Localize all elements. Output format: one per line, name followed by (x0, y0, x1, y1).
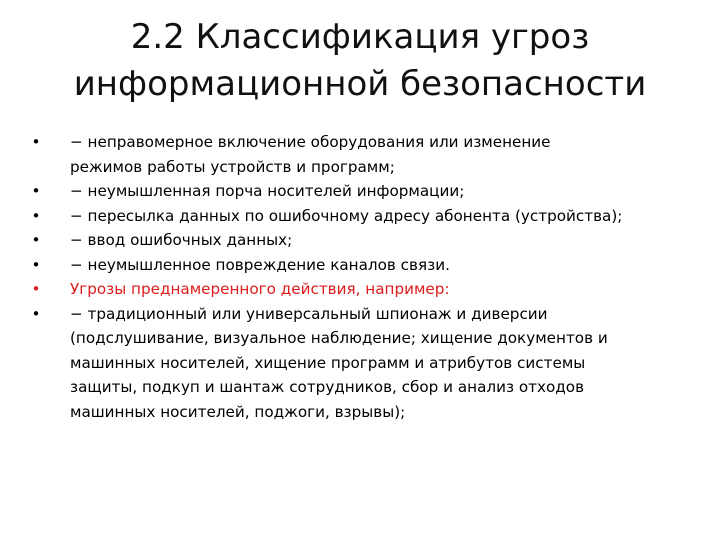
bullet-line: машинных носителей, поджоги, взрывы); (70, 402, 406, 421)
bullet-text (70, 253, 700, 278)
bullet-line: защиты, подкуп и шантаж сотрудников, сбор и анализ отходов (70, 378, 585, 396)
bullet-item-highlighted (20, 277, 700, 302)
bullet-text (70, 228, 700, 253)
bullet-line: − неумышленное повреждение каналов связи. (70, 255, 450, 274)
bullet-text (70, 277, 700, 302)
bullet-item (20, 253, 700, 278)
bullet-text (70, 130, 700, 179)
slide-title-line-2: информационной безопасности (73, 64, 647, 104)
bullet-line: − неумышленная порча носителей информации; (70, 182, 465, 200)
bullet-text (70, 204, 700, 229)
bullet-dot-icon: • (31, 133, 41, 151)
bullet-line: − ввод ошибочных данных; (70, 231, 293, 249)
bullet-list (20, 130, 700, 424)
bullet-dot-icon: • (31, 182, 41, 200)
bullet-line: машинных носителей, хищение программ и атрибутов системы (70, 353, 586, 372)
bullet-item (20, 179, 700, 204)
bullet-dot-icon: • (31, 280, 41, 298)
bullet-dot-icon: • (31, 231, 41, 249)
bullet-item (20, 130, 700, 179)
bullet-line: − традиционный или универсальный шпионаж и диверсии (70, 304, 548, 323)
bullet-dot-icon: • (31, 255, 41, 274)
bullet-line: − неправомерное включение оборудования или изменение (70, 133, 551, 151)
bullet-line: Угрозы преднамеренного действия, например: (70, 280, 450, 298)
bullet-text (70, 179, 700, 204)
bullet-text (70, 302, 700, 425)
bullet-dot-icon: • (31, 304, 41, 323)
bullet-line: (подслушивание, визуальное наблюдение; хищение документов и (70, 329, 608, 347)
slide-title-line-1: 2.2 Классификация угроз (130, 17, 590, 57)
bullet-item (20, 228, 700, 253)
bullet-item (20, 302, 700, 425)
bullet-dot-icon: • (31, 206, 41, 225)
bullet-line: − пересылка данных по ошибочному адресу абонента (устройства); (70, 206, 623, 225)
bullet-line: режимов работы устройств и программ; (70, 157, 395, 176)
slide-title (36, 14, 684, 108)
bullet-item (20, 204, 700, 229)
